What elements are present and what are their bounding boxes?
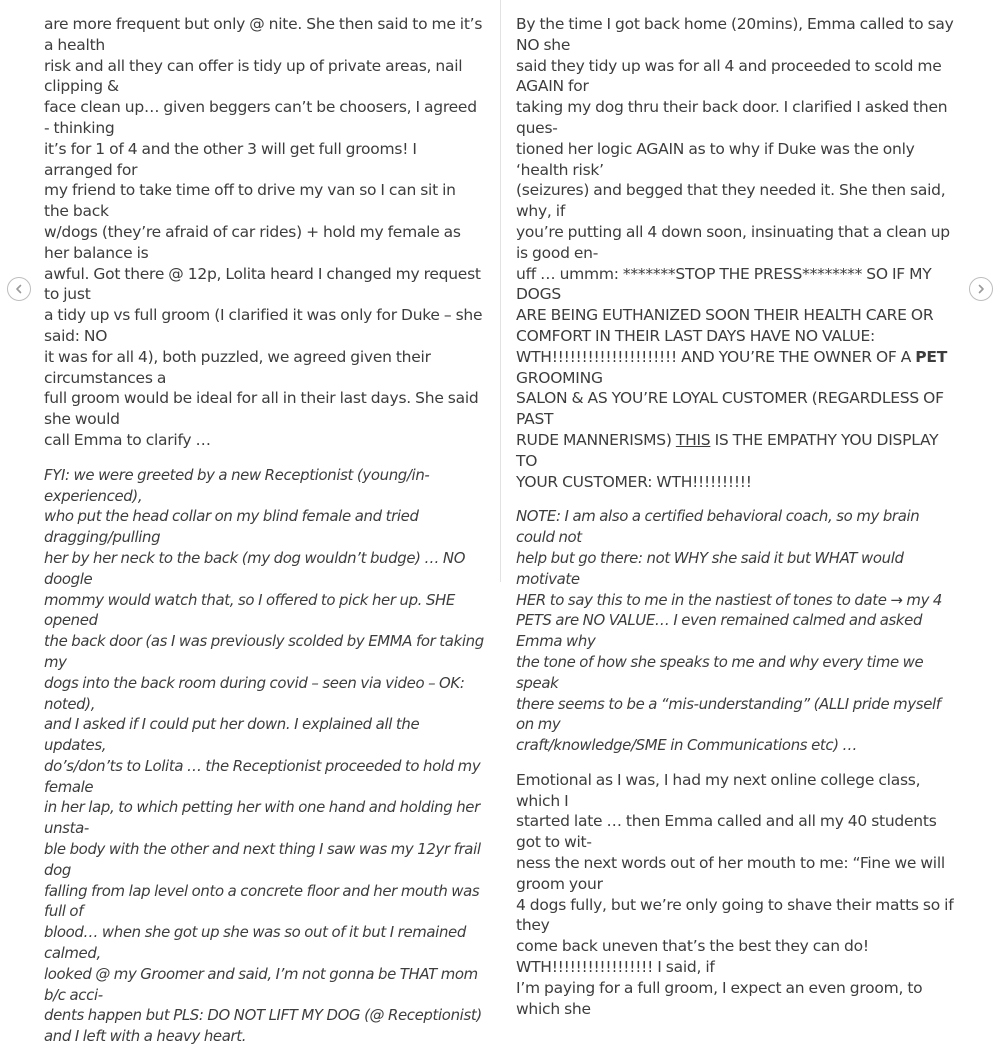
pet-emphasis: PET bbox=[915, 347, 948, 366]
previous-page-button[interactable] bbox=[7, 277, 31, 301]
right-paragraph-2: NOTE: I am also a certified behavioral coach, so my brain could not help but go there: not WHY she said it but WHAT would motivate HER to say this to me in the nastiest of tones to date → my 4 PETS are NO VALUE… I even remained calmed and asked Emma why the tone of how she speaks to me and why every time we speak there seems to be a “mis-understanding” (ALLI pride myself on my craft/knowledge/SME in Communications etc) … bbox=[516, 507, 943, 755]
chevron-left-icon bbox=[14, 284, 24, 294]
this-emphasis: THIS bbox=[675, 430, 711, 449]
right-paragraph-1-part-a: By the time I got back home (20mins), Emma called to say NO she said they tidy up was for all 4 and proceeded to scold me AGAIN for taking my dog thru their back door. I clarified I asked then ques- tioned her logic AGAIN as to why if Duke was the only ‘health risk’ (seizures) and begged that they needed it. She then said, why, if you’re putting all 4 down soon, insinuating that a clean up is good en- uff … ummm: *******STOP THE PRESS******** SO IF MY DOGS ARE BEING EUTHANIZED SOON THEIR HEALTH CARE OR COMFORT IN THEIR LAST DAYS HAVE NO VALUE: WTH!!!!!!!!!!!!!!!!!!!!! AND YOU’RE THE OWNER OF A bbox=[516, 15, 954, 366]
right-paragraph-1-part-b: GROOMING SALON & AS YOU’RE LOYAL CUSTOMER (REGARDLESS OF PAST RUDE MANNERISMS) bbox=[516, 368, 944, 449]
chevron-right-icon bbox=[976, 284, 986, 294]
right-paragraph-3: Emotional as I was, I had my next online college class, which I started late … then Emma called and all my 40 students got to wit- ness the next words out of her mouth to me: “Fine we will groom your 4 dogs fully, but we’re only going to shave their matts so if they come back uneven that’s the best they can do! WTH!!!!!!!!!!!!!!!!! I said, if I’m paying for a full groom, I expect an even groom, to which she bbox=[516, 770, 954, 1018]
page-divider bbox=[500, 0, 501, 582]
right-paragraph-1-part-c: IS THE EMPATHY YOU DISPLAY TO YOUR CUSTOMER: WTH!!!!!!!!!! bbox=[516, 430, 939, 491]
right-paragraph-1 bbox=[516, 14, 958, 492]
left-page-column bbox=[44, 0, 484, 1046]
left-paragraph-2: FYI: we were greeted by a new Receptionist (young/in-experienced), who put the head collar on my blind female and tried dragging/pulling her by her neck to the back (my dog wouldn’t budge) … NO doogle mommy would watch that, so I offered to pick her up. SHE opened the back door (as I was previously scolded by EMMA for taking my dogs into the back room during covid – seen via video – OK: noted), and I asked if I could put her down. I explained all the updates, do’s/don’ts to Lolita … the Receptionist proceeded to hold my female in her lap, to which petting her with one hand and holding her unsta- ble body with the other and next thing I saw was my 12yr frail dog falling from lap level onto a concrete floor and her mouth was full of blood… when she got up she was so out of it but I remained calmed, looked @ my Groomer and said, I’m not gonna be THAT mom b/c acci- dents happen but PLS: DO NOT LIFT MY DOG (@ Receptionist) and I left with a heavy heart. bbox=[44, 465, 484, 1046]
left-paragraph-1: are more frequent but only @ nite. She then said to me it’s a health risk and all they can offer is tidy up of private areas, nail clipping & face clean up… given beggers can’t be choosers, I agreed - thinking it’s for 1 of 4 and the other 3 will get full grooms! I arranged for my friend to take time off to drive my van so I can sit in the back w/dogs (they’re afraid of car rides) + hold my female as her balance is awful. Got there @ 12p, Lolita heard I changed my request to just a tidy up vs full groom (I clarified it was only for Duke – she said: NO it was for all 4), both puzzled, we agreed given their circumstances a full groom would be ideal for all in their last days. She said she would call Emma to clarify … bbox=[44, 15, 483, 449]
next-page-button[interactable] bbox=[969, 277, 993, 301]
right-page-column bbox=[516, 0, 958, 1018]
